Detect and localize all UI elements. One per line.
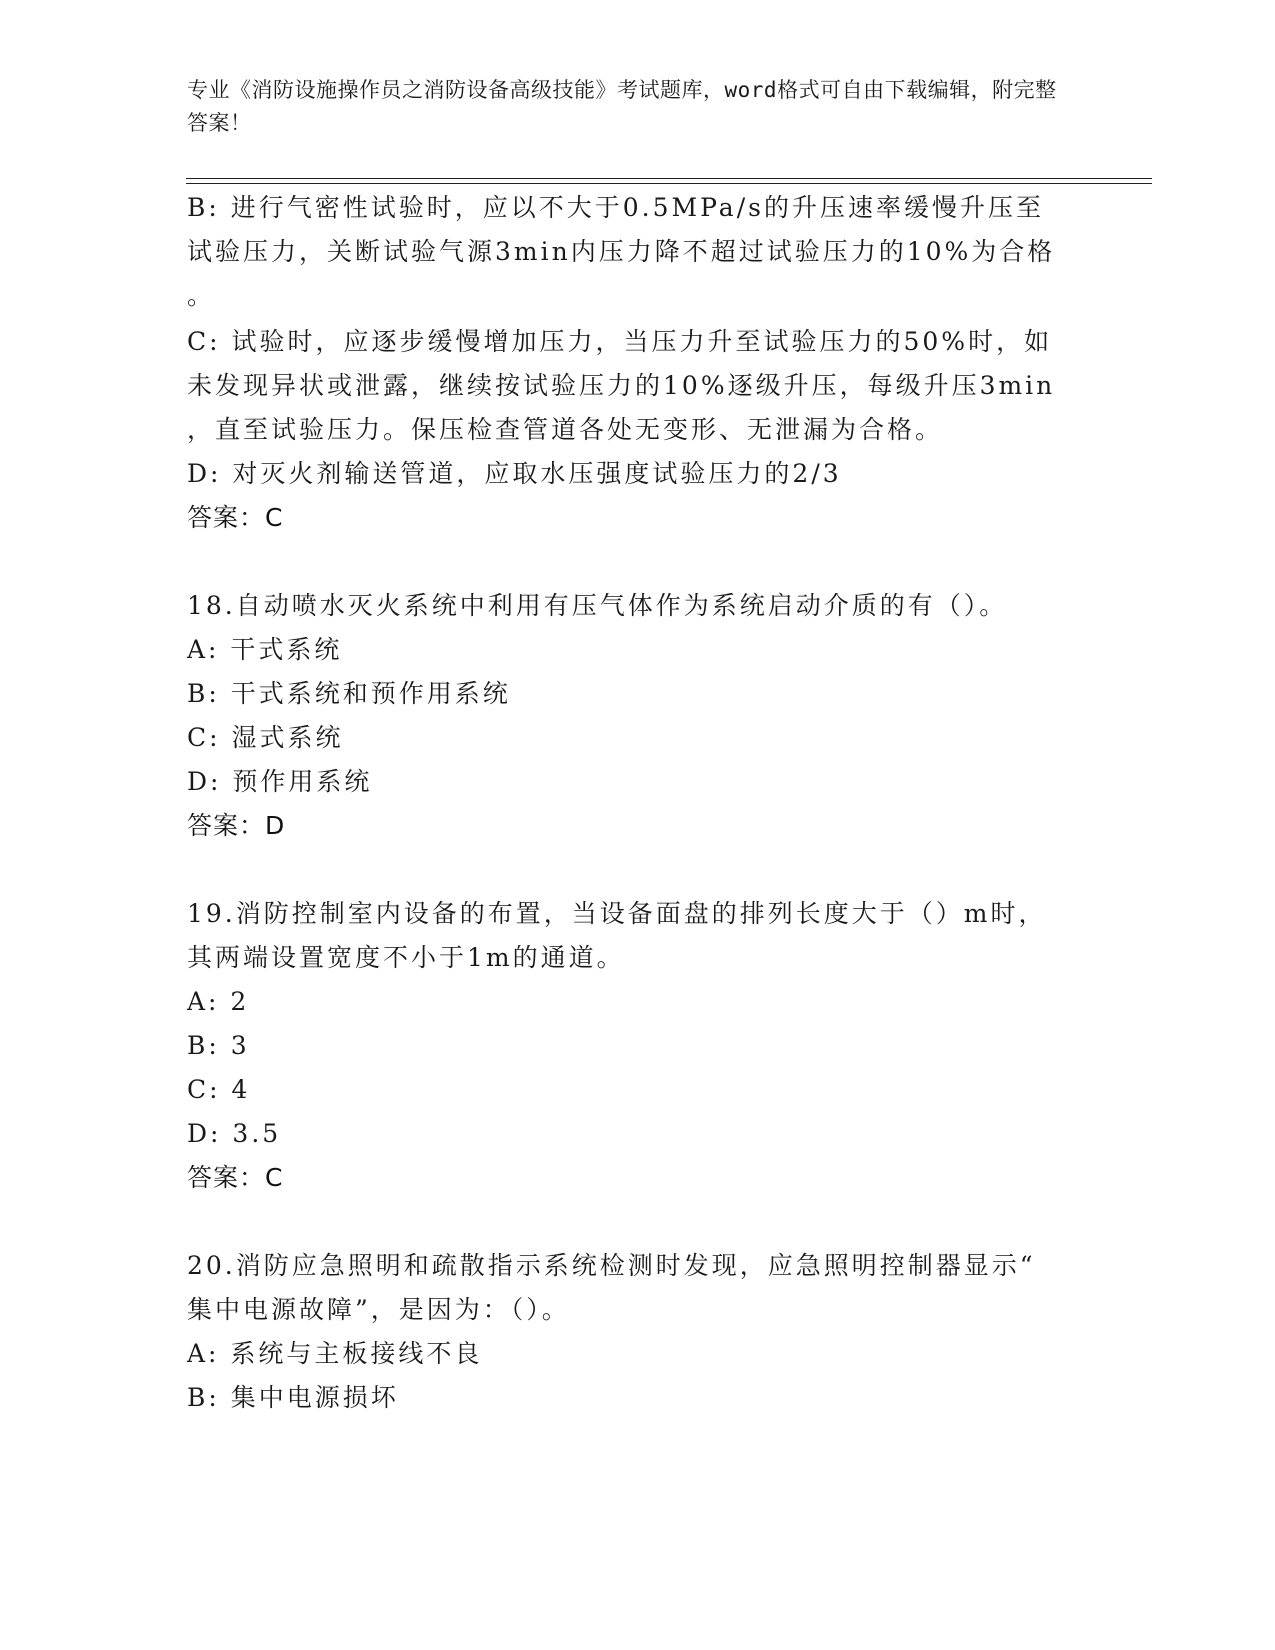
header-divider-top (186, 178, 1152, 179)
q17-option-c-line3: ，直至试验压力。保压检查管道各处无变形、无泄漏为合格。 (187, 415, 944, 444)
q19-option-c: C: 4 (187, 1075, 251, 1104)
q18-answer: 答案：D (187, 811, 286, 840)
q20-question-line2: 集中电源故障”，是因为：（）。 (187, 1295, 570, 1324)
q17-answer: 答案：C (187, 503, 284, 532)
q17-option-d: D: 对灭火剂输送管道，应取水压强度试验压力的2/3 (187, 459, 842, 488)
q18-option-d: D: 预作用系统 (187, 767, 373, 796)
q20-question-line1: 20.消防应急照明和疏散指示系统检测时发现，应急照明控制器显示“ (187, 1251, 1036, 1280)
q19-option-b: B: 3 (187, 1031, 250, 1060)
q18-option-b: B: 干式系统和预作用系统 (187, 679, 511, 708)
q19-option-d: D: 3.5 (187, 1119, 282, 1148)
q17-option-b-line1: B: 进行气密性试验时，应以不大于0.5MPa/s的升压速率缓慢升压至 (187, 193, 1044, 222)
q19-answer: 答案：C (187, 1163, 284, 1192)
q17-option-c-line2: 未发现异状或泄露，继续按试验压力的10%逐级升压，每级升压3min (187, 371, 1056, 400)
q17-option-b-line3: 。 (187, 281, 216, 310)
q19-option-a: A: 2 (187, 987, 250, 1016)
q18-option-a: A: 干式系统 (187, 635, 343, 664)
q17-option-b-line2: 试验压力，关断试验气源3min内压力降不超过试验压力的10%为合格 (187, 237, 1056, 266)
header-divider-bottom (186, 183, 1152, 184)
q20-option-a: A: 系统与主板接线不良 (187, 1339, 483, 1368)
q19-question-line1: 19.消防控制室内设备的布置，当设备面盘的排列长度大于（）m时， (187, 899, 1047, 928)
q18-question: 18.自动喷水灭火系统中利用有压气体作为系统启动介质的有（）。 (187, 591, 1008, 620)
q17-option-c-line1: C: 试验时，应逐步缓慢增加压力，当压力升至试验压力的50%时，如 (187, 327, 1053, 356)
q19-question-line2: 其两端设置宽度不小于1m的通道。 (187, 943, 625, 972)
q20-option-b: B: 集中电源损坏 (187, 1383, 399, 1412)
q18-option-c: C: 湿式系统 (187, 723, 344, 752)
document-header: 专业《消防设施操作员之消防设备高级技能》考试题库，word格式可自由下载编辑，附完整答案！ (187, 78, 1057, 135)
